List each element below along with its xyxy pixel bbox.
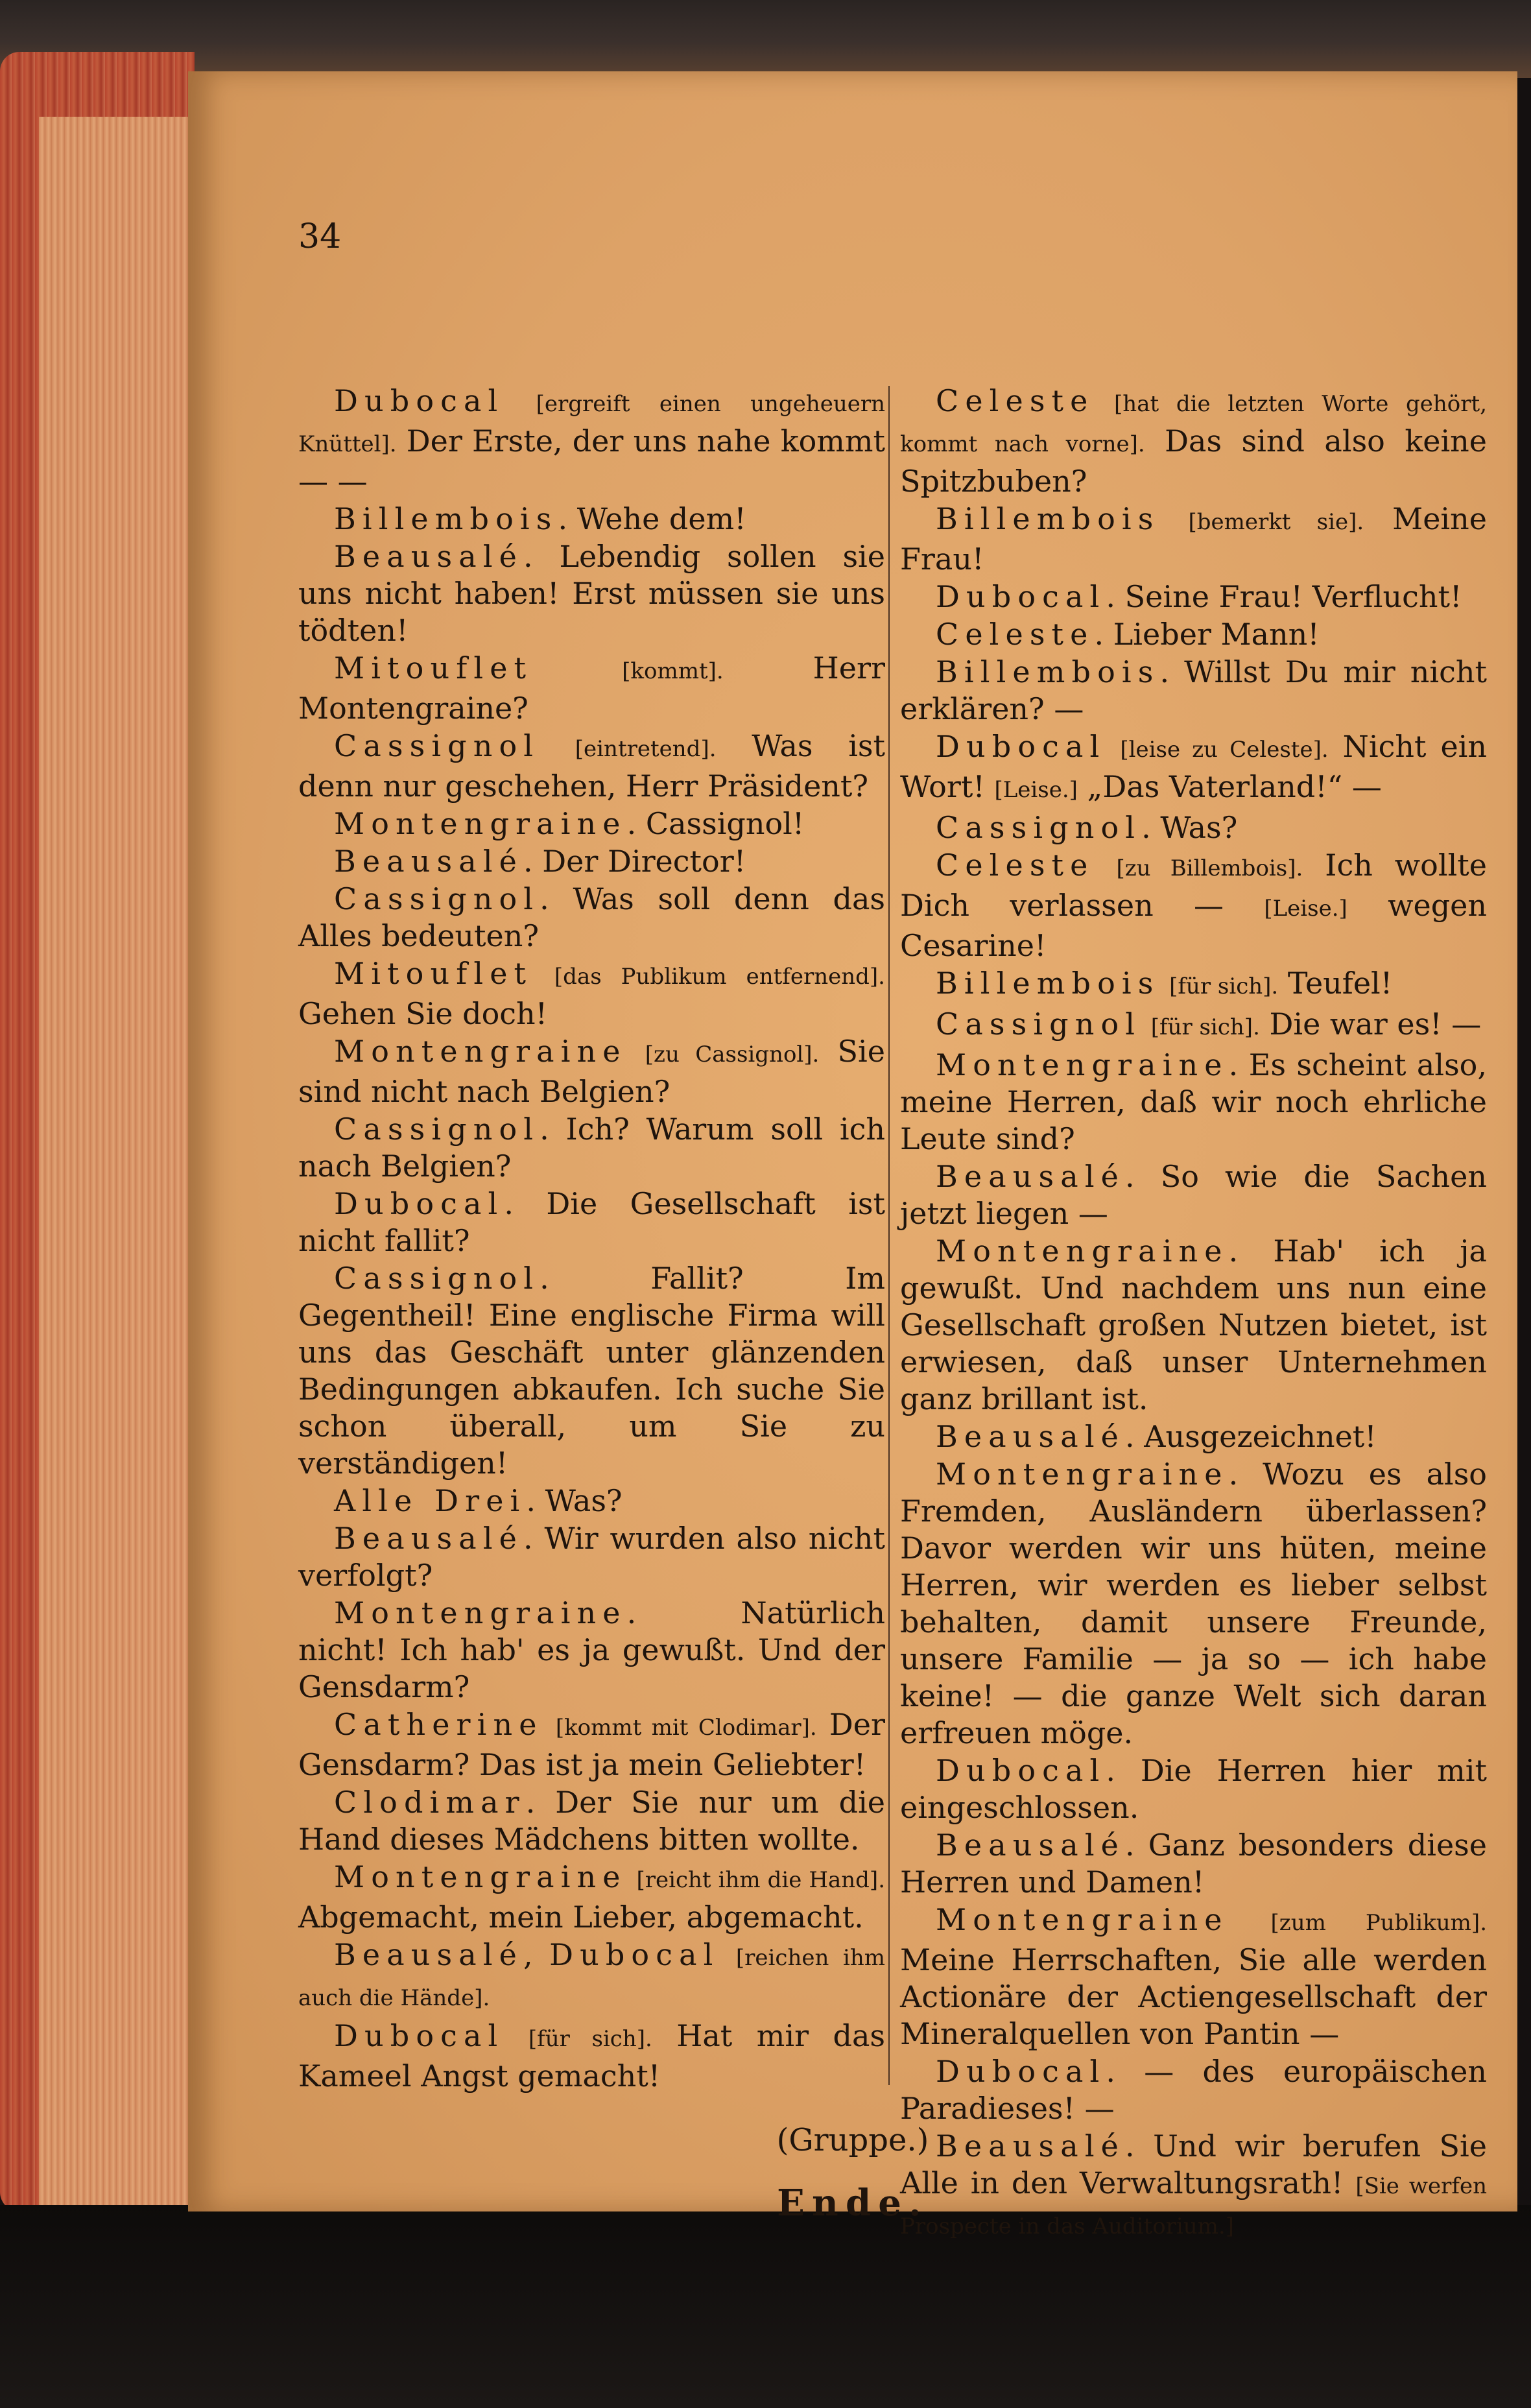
- dialogue-paragraph: [298, 1033, 885, 1110]
- dialogue-paragraph: [900, 1418, 1487, 1455]
- dialogue-paragraph: [298, 805, 885, 842]
- stage-direction: [eintretend].: [575, 736, 717, 762]
- dialogue-paragraph: [900, 1158, 1487, 1232]
- dialogue-text: . Willst Du mir nicht erklären? —: [900, 654, 1487, 726]
- dialogue-paragraph: [900, 578, 1487, 615]
- dialogue-paragraph: [900, 965, 1487, 1005]
- dialogue-text: . Cassignol!: [626, 806, 805, 841]
- page-edges: [39, 117, 201, 2257]
- speaker-name: Montengraine: [334, 1859, 627, 1894]
- speaker-name: Montengraine: [334, 1595, 627, 1630]
- column-divider: [888, 386, 890, 2085]
- dialogue-paragraph: [900, 654, 1487, 728]
- dialogue-text: [504, 2018, 528, 2053]
- book-cover-top: [0, 0, 1531, 78]
- dialogue-paragraph: [298, 881, 885, 955]
- speaker-name: Billembois: [936, 501, 1160, 536]
- speaker-name: Celeste: [936, 848, 1095, 883]
- stage-direction: [Leise.]: [1264, 896, 1347, 922]
- dialogue-paragraph: [298, 955, 885, 1032]
- dialogue-paragraph: [298, 1595, 885, 1706]
- dialogue-text: . Wir wurden also nicht verfolgt?: [298, 1521, 885, 1593]
- dialogue-text: . Was soll denn das Alles bedeuten?: [298, 881, 885, 953]
- dialogue-text: [719, 1937, 735, 1972]
- dialogue-text: . Die Gesellschaft ist nicht fallit?: [298, 1186, 885, 1258]
- dialogue-text: [1106, 729, 1120, 764]
- dialogue-text: . Was?: [526, 1483, 623, 1518]
- page-number: 34: [298, 217, 342, 256]
- dialogue-text: [540, 728, 575, 763]
- speaker-name: Cassignol: [936, 1007, 1142, 1042]
- dialogue-paragraph: [298, 1186, 885, 1259]
- stage-direction: [für sich].: [1169, 973, 1279, 999]
- speaker-name: Dubocal: [936, 2054, 1106, 2089]
- speaker-name: Mitouflet: [334, 650, 533, 685]
- dialogue-paragraph: [900, 1901, 1487, 2053]
- speaker-name: Dubocal: [936, 579, 1106, 614]
- speaker-name: Montengraine: [936, 1902, 1229, 1937]
- dialogue-paragraph: [900, 809, 1487, 846]
- speaker-name: Dubocal: [549, 1937, 720, 1972]
- speaker-name: Cassignol: [334, 1112, 540, 1147]
- dialogue-text: „Das Vaterland!“ —: [1077, 769, 1382, 804]
- book-page: [188, 71, 1517, 2239]
- stage-direction: [kommt].: [622, 658, 724, 684]
- dialogue-text: . — des europäischen Paradieses! —: [900, 2054, 1487, 2126]
- dialogue-text: ,: [523, 1937, 550, 1972]
- dialogue-text: wegen Cesarine!: [900, 888, 1487, 963]
- dialogue-text: Nicht ein Wort!: [900, 729, 1488, 804]
- dialogue-text: . Lieber Mann!: [1094, 617, 1320, 652]
- dialogue-text: [1141, 1007, 1151, 1042]
- speaker-name: Dubocal: [936, 1753, 1106, 1788]
- dialogue-text: Sie sind nicht nach Belgien?: [298, 1034, 885, 1109]
- dialogue-text: Meine Herrschaften, Sie alle werden Actionäre der Actiengesellschaft der Mineralquellen von Pantin —: [900, 1942, 1487, 2051]
- dialogue-text: Die war es! —: [1259, 1007, 1482, 1042]
- dialogue-paragraph: [900, 1456, 1487, 1752]
- dialogue-text: . So wie die Sachen jetzt liegen —: [900, 1159, 1487, 1231]
- speaker-name: Alle Drei: [334, 1483, 527, 1518]
- speaker-name: Beausalé: [334, 1937, 524, 1972]
- speaker-name: Beausalé: [334, 539, 524, 574]
- dialogue-text: [1095, 383, 1115, 418]
- dialogue-paragraph: [900, 501, 1487, 578]
- dialogue-paragraph: [298, 1784, 885, 1858]
- speaker-name: Billembois: [936, 654, 1160, 689]
- dialogue-text: Hat mir das Kameel Angst gemacht!: [298, 2018, 885, 2093]
- stage-direction: [leise zu Celeste].: [1120, 737, 1329, 763]
- dialogue-paragraph: [900, 1752, 1487, 1826]
- speaker-name: Cassignol: [334, 881, 540, 916]
- stage-direction: [zu Cassignol].: [645, 1042, 820, 1067]
- speaker-name: Beausalé: [334, 844, 524, 879]
- stage-direction: [für sich].: [1150, 1014, 1260, 1040]
- dialogue-paragraph: [900, 383, 1487, 500]
- dialogue-text: [532, 956, 554, 991]
- speaker-name: Mitouflet: [334, 956, 533, 991]
- speaker-name: Dubocal: [936, 729, 1106, 764]
- speaker-name: Montengraine: [936, 1234, 1229, 1269]
- stage-direction: [reichen ihm auch die Hände].: [298, 1945, 886, 2011]
- speaker-name: Cassignol: [334, 728, 540, 763]
- speaker-name: Billembois: [334, 501, 558, 536]
- dialogue-paragraph: [900, 616, 1487, 653]
- speaker-name: Beausalé: [936, 2128, 1126, 2164]
- dialogue-text: Der Erste, der uns nahe kommt — —: [298, 423, 885, 499]
- speaker-name: Celeste: [936, 383, 1095, 418]
- dialogue-text: Das sind also keine Spitzbuben?: [900, 423, 1488, 499]
- dialogue-text: [543, 1707, 556, 1742]
- dialogue-text: [1095, 848, 1117, 883]
- dialogue-paragraph: [298, 383, 885, 500]
- speaker-name: Montengraine: [936, 1047, 1229, 1082]
- dialogue-paragraph: [900, 1233, 1487, 1418]
- stage-direction: [das Publikum entfernend].: [554, 964, 885, 990]
- dialogue-paragraph: [298, 1706, 885, 1783]
- dialogue-text: Herr Montengraine?: [298, 650, 885, 726]
- dialogue-paragraph: [298, 538, 885, 649]
- dialogue-text: [627, 1859, 637, 1894]
- speaker-name: Dubocal: [334, 2018, 504, 2053]
- speaker-name: Cassignol: [936, 810, 1142, 845]
- speaker-name: Cassignol: [334, 1261, 540, 1296]
- speaker-name: Montengraine: [334, 806, 627, 841]
- stage-direction: [zum Publikum].: [1270, 1910, 1487, 1936]
- stage-direction: [bemerkt sie].: [1188, 509, 1364, 535]
- dialogue-text: [504, 383, 536, 418]
- speaker-name: Dubocal: [334, 383, 504, 418]
- dialogue-text: Der Gensdarm? Das ist ja mein Geliebter!: [298, 1707, 886, 1782]
- dialogue-paragraph: [298, 1260, 885, 1482]
- stage-direction: [für sich].: [528, 2026, 652, 2052]
- dialogue-text: . Wozu es also Fremden, Ausländern überlassen? Davor werden wir uns hüten, meine Herren, wir werden es lieber selbst behalten, damit unsere Freunde, unsere Familie — ja so — ich habe keine! — die ganze Welt sich daran erfreuen möge.: [900, 1457, 1487, 1750]
- speaker-name: Montengraine: [334, 1034, 627, 1069]
- stage-direction-group: (Gruppe.): [776, 2122, 929, 2158]
- dialogue-text: . Fallit? Im Gegentheil! Eine englische Firma will uns das Geschäft unter glänzenden Bedingungen abkaufen. Ich suche Sie schon überall, um Sie zu verständigen!: [298, 1261, 885, 1481]
- stage-direction: [Leise.]: [994, 777, 1078, 803]
- stage-direction: [ergreift einen ungeheuern Knüttel].: [298, 391, 885, 457]
- speaker-name: Celeste: [936, 617, 1095, 652]
- dialogue-paragraph: [900, 1047, 1487, 1158]
- stage-direction: [kommt mit Clodimar].: [555, 1715, 817, 1741]
- dialogue-text: [1229, 1902, 1271, 1937]
- dialogue-paragraph: [900, 728, 1487, 809]
- dialogue-paragraph: [298, 728, 885, 805]
- speaker-name: Beausalé: [936, 1159, 1126, 1194]
- dialogue-paragraph: [900, 2053, 1487, 2127]
- dialogue-text: . Seine Frau! Verflucht!: [1106, 579, 1462, 614]
- dialogue-text: Meine Frau!: [900, 501, 1487, 577]
- speaker-name: Catherine: [334, 1707, 543, 1742]
- speaker-name: Montengraine: [936, 1457, 1229, 1492]
- dialogue-paragraph: [298, 1937, 885, 2017]
- end-marker: Ende.: [777, 2182, 929, 2224]
- dialogue-text: [627, 1034, 645, 1069]
- dialogue-text: . Ausgezeichnet!: [1125, 1419, 1377, 1454]
- dialogue-text: . Die Herren hier mit eingeschlossen.: [900, 1753, 1487, 1825]
- dialogue-paragraph: [298, 1483, 885, 1520]
- page-edge-stack: [0, 52, 195, 2211]
- dialogue-text: Teufel!: [1278, 966, 1393, 1001]
- dialogue-paragraph: [298, 2018, 885, 2095]
- dialogue-text: . Der Sie nur um die Hand dieses Mädchens bitten wollte.: [298, 1785, 885, 1857]
- dialogue-paragraph: [298, 843, 885, 880]
- dialogue-text: . Lebendig sollen sie uns nicht haben! Erst müssen sie uns tödten!: [298, 539, 885, 648]
- dialogue-paragraph: [298, 1111, 885, 1185]
- stage-direction: [hat die letzten Worte gehört, kommt nach vorne].: [900, 391, 1488, 457]
- dialogue-text: Was ist denn nur geschehen, Herr Präsident?: [298, 728, 885, 804]
- dialogue-text: . Hab' ich ja gewußt. Und nachdem uns nun eine Gesellschaft großen Nutzen bietet, ist erwiesen, daß unser Unternehmen ganz brillant ist.: [900, 1234, 1487, 1416]
- dialogue-text: [532, 650, 622, 685]
- speaker-name: Billembois: [936, 966, 1160, 1001]
- dialogue-text: . Es scheint also, meine Herren, daß wir noch ehrliche Leute sind?: [900, 1047, 1487, 1156]
- dialogue-paragraph: [298, 1520, 885, 1594]
- speaker-name: Clodimar: [334, 1785, 526, 1820]
- stage-direction: [zu Billembois].: [1116, 855, 1303, 881]
- right-column: [900, 383, 1487, 2246]
- dialogue-text: . Natürlich nicht! Ich hab' es ja gewußt. Und der Gensdarm?: [298, 1595, 885, 1704]
- dialogue-paragraph: [298, 650, 885, 727]
- speaker-name: Beausalé: [334, 1521, 524, 1556]
- dialogue-paragraph: [900, 1827, 1487, 1901]
- dialogue-paragraph: [298, 1859, 885, 1936]
- dialogue-text: . Was?: [1141, 810, 1238, 845]
- dialogue-text: . Ganz besonders diese Herren und Damen!: [900, 1828, 1487, 1900]
- dialogue-text: . Der Director!: [523, 844, 746, 879]
- dialogue-text: . Und wir berufen Sie Alle in den Verwaltungsrath!: [900, 2128, 1487, 2200]
- speaker-name: Beausalé: [936, 1419, 1126, 1454]
- stage-direction: [Sie werfen Prospecte in das Auditorium.]: [900, 2173, 1487, 2239]
- dialogue-text: Gehen Sie doch!: [298, 996, 548, 1031]
- dialogue-paragraph: [900, 847, 1487, 964]
- speaker-name: Dubocal: [334, 1186, 504, 1221]
- left-column: [298, 383, 885, 2095]
- dialogue-text: Abgemacht, mein Lieber, abgemacht.: [298, 1900, 864, 1935]
- dialogue-text: Ich wollte Dich verlassen —: [900, 848, 1487, 923]
- speaker-name: Beausalé: [936, 1828, 1126, 1863]
- dialogue-paragraph: [900, 1006, 1487, 1046]
- dialogue-text: [1159, 966, 1169, 1001]
- dialogue-text: . Wehe dem!: [558, 501, 746, 536]
- dialogue-paragraph: [298, 501, 885, 538]
- dialogue-text: . Ich? Warum soll ich nach Belgien?: [298, 1112, 885, 1184]
- stage-direction: [reicht ihm die Hand].: [636, 1867, 886, 1893]
- dialogue-text: [1159, 501, 1188, 536]
